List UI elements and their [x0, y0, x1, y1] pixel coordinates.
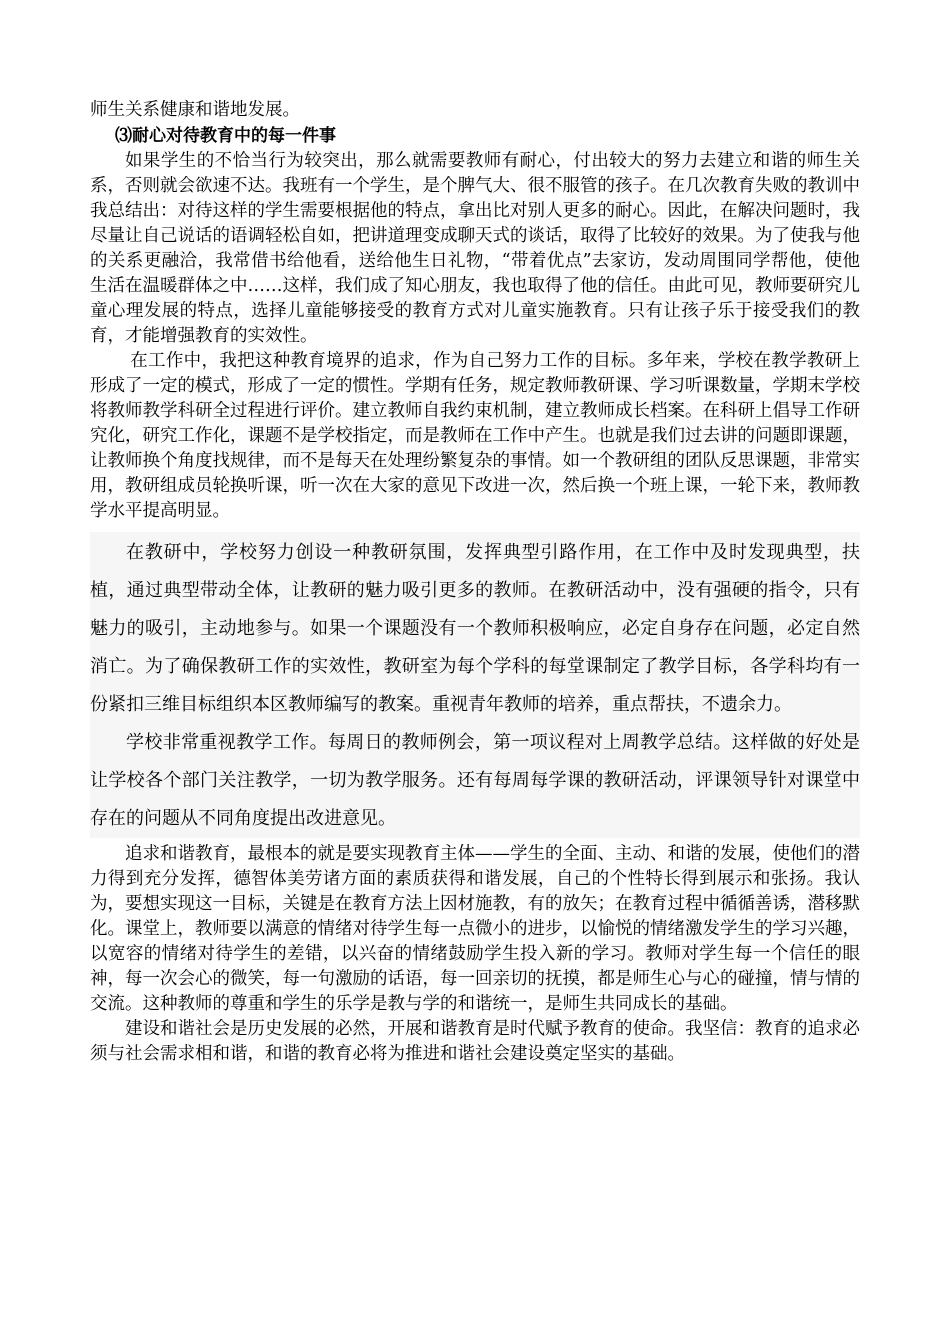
paragraph-harmonious-education: 追求和谐教育，最根本的就是要实现教育主体——学生的全面、主动、和谐的发展，使他们的潜力得到充分发挥，德智体美劳诸方面的素质获得和谐发展，自己的个性特长得到展示和张扬。我认为，要想实现这一目标，关键是在教育方法上因材施教，有的放矢；在教育过程中循循善诱，潜移默化。课堂上，教师要以满意的情绪对待学生每一点微小的进步，以愉悦的情绪激发学生的学习兴趣，以宽容的情绪对待学生的差错，以兴奋的情绪鼓励学生投入新的学习。教师对学生每一个信任的眼神，每一次会心的微笑，每一句激励的话语，每一回亲切的抚摸，都是师生心与心的碰撞，情与情的交流。这种教师的尊重和学生的乐学是教与学的和谐统一，是师生共同成长的基础。: [90, 844, 860, 1014]
paragraph-conclusion: 建设和谐社会是历史发展的必然，开展和谐教育是时代赋予教育的使命。我坚信：教育的追求必须与社会需求相和谐，和谐的教育必将为推进和谐社会建设奠定坚实的基础。: [90, 1019, 860, 1064]
paragraph-work-goal: 在工作中，我把这种教育境界的追求，作为自己努力工作的目标。多年来，学校在教学教研上形成了一定的模式，形成了一定的惯性。学期有任务，规定教师教研课、学习听课数量，学期末学校将教师教学科研全过程进行评价。建立教师自我约束机制，建立教师成长档案。在科研上倡导工作研究化，研究工作化，课题不是学校指定，而是教师在工作中产生。也就是我们过去讲的问题即课题，让教师换个角度找规律，而不是每天在处理纷繁复杂的事情。如一个教研组的团队反思课题，非常实用，教研组成员轮换听课，听一次在大家的意见下改进一次，然后换一个班上课，一轮下来，教师教学水平提高明显。: [90, 351, 860, 521]
shaded-section: [90, 532, 860, 838]
opening-fragment: 师生关系健康和谐地发展。: [90, 100, 300, 120]
document-page: [90, 98, 860, 1067]
paragraph-patience: 如果学生的不恰当行为较突出，那么就需要教师有耐心，付出较大的努力去建立和谐的师生关系，否则就会欲速不达。我班有一个学生，是个脾气大、很不服管的孩子。在几次教育失败的教训中我总结出：对待这样的学生需要根据他的特点，拿出比对别人更多的耐心。因此，在解决问题时，我尽量让自己说话的语调轻松自如，把讲道理变成聊天式的谈话，取得了比较好的效果。为了使我与他的关系更融洽，我常借书给他看，送给他生日礼物，“带着优点”去家访，发动周围同学帮他，使他生活在温暖群体之中……这样，我们成了知心朋友，我也取得了他的信任。由此可见，教师要研究儿童心理发展的特点，选择儿童能够接受的教育方式对儿童实施教育。只有让孩子乐于接受我们的教育，才能增强教育的实效性。: [90, 151, 860, 346]
paragraph-teaching-work: 学校非常重视教学工作。每周日的教师例会，第一项议程对上周教学总结。这样做的好处是让学校各个部门关注教学，一切为教学服务。还有每周每学课的教研活动，评课领导针对课堂中存在的问题从不同角度提出改进意见。: [90, 732, 860, 829]
section-heading: ⑶耐心对待教育中的每一件事: [115, 126, 336, 146]
paragraph-teaching-research: 在教研中，学校努力创设一种教研氛围，发挥典型引路作用，在工作中及时发现典型，扶植，通过典型带动全体，让教研的魅力吸引更多的教师。在教研活动中，没有强硬的指令，只有魅力的吸引，主动地参与。如果一个课题没有一个教师积极响应，必定自身存在问题，必定自然消亡。为了确保教研工作的实效性，教研室为每个学科的每堂课制定了教学目标，各学科均有一份紧扣三维目标组织本区教师编写的教案。重视青年教师的培养，重点帮扶，不遗余力。: [90, 542, 860, 715]
